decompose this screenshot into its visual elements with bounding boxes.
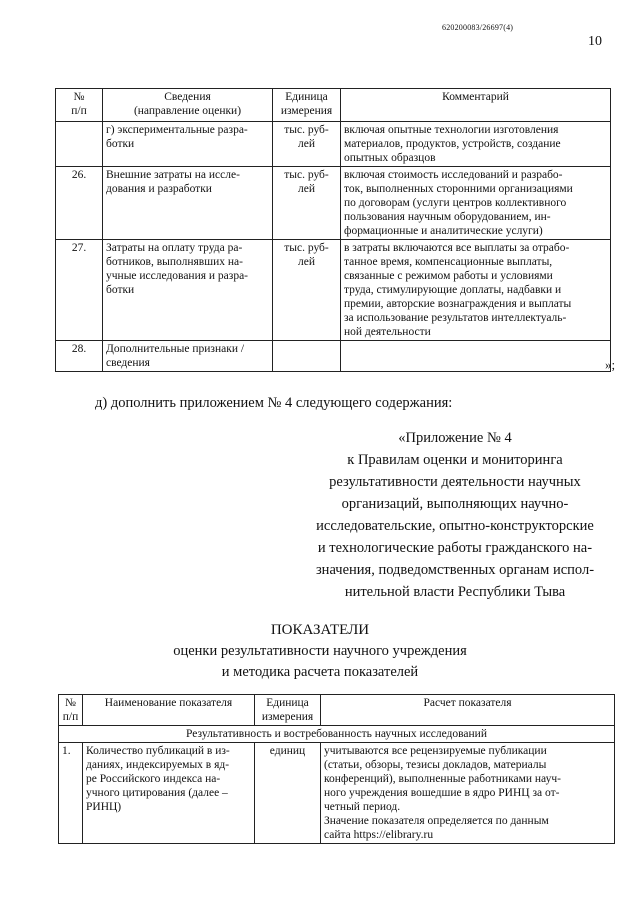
closing-quote: »;	[605, 357, 616, 372]
row-info: Затраты на оплату труда ра- ботников, выполнявших на- учные исследования и разра- ботки	[103, 240, 273, 341]
page-number: 10	[588, 34, 602, 49]
row-number: 26.	[56, 167, 103, 240]
item-d-paragraph: д) дополнить приложением № 4 следующего содержания:	[95, 395, 453, 411]
row-info: Дополнительные признаки / сведения	[103, 341, 273, 372]
info-table	[55, 88, 611, 372]
row-unit: тыс. руб- лей	[273, 122, 341, 167]
appendix-heading: «Приложение № 4 к Правилам оценки и мониторинга результативности деятельности научных организаций, выполняющих научно- исследовательские, опытно-конструкторские и технологические работы гражданского на- значения, подведомственных органам испол- нительной власти Республики Тыва	[315, 430, 595, 600]
col-header-info: Сведения (направление оценки)	[103, 89, 273, 122]
table-row	[59, 743, 615, 844]
row-comment: включая стоимость исследований и разрабо- ток, выполненных сторонними организациями по договорам (услуги центров коллективного пользования научным оборудованием, ин- формационные и аналитические услуги)	[341, 167, 611, 240]
row-indicator-name: Количество публикаций в из- даниях, индексируемых в яд- ре Российского индекса на- учного цитирования (далее – РИНЦ)	[83, 743, 255, 844]
col-header-unit: Единица измерения	[273, 89, 341, 122]
row-comment	[341, 341, 611, 372]
row-unit: тыс. руб- лей	[273, 240, 341, 341]
table-row	[56, 240, 611, 341]
table-row	[56, 341, 611, 372]
row-number: 28.	[56, 341, 103, 372]
row-calc: учитываются все рецензируемые публикации (статьи, обзоры, тезисы докладов, материалы конференций), выполненные работниками науч- ного учреждения вошедшие в ядро РИНЦ за от- четный период. Значение показателя определяется по данным сайта https://elibrary.ru	[321, 743, 615, 844]
col-header-unit: Единица измерения	[255, 695, 321, 726]
table-row	[56, 122, 611, 167]
section-row	[59, 726, 615, 743]
row-info: Внешние затраты на иссле- дования и разработки	[103, 167, 273, 240]
col-header-comment: Комментарий	[341, 89, 611, 122]
row-info: г) экспериментальные разра- ботки	[103, 122, 273, 167]
page-title: ПОКАЗАТЕЛИ	[270, 622, 370, 638]
row-comment: в затраты включаются все выплаты за отрабо- танное время, компенсационные выплаты, связанные с режимом работы и условиями труда, стимулирующие доплаты, надбавки и премии, авторские вознаграждения и выплаты за использование результатов интеллектуаль- ной деятельности	[341, 240, 611, 341]
row-unit	[273, 341, 341, 372]
table-header-row	[59, 695, 615, 726]
table-row	[56, 167, 611, 240]
row-comment: включая опытные технологии изготовления материалов, продуктов, устройств, создание опытных образцов	[341, 122, 611, 167]
row-number	[56, 122, 103, 167]
col-header-calc: Расчет показателя	[321, 695, 615, 726]
section-title: Результативность и востребованность научных исследований	[59, 726, 615, 743]
document-id: 620200083/26697(4)	[442, 23, 514, 32]
page-subtitle: оценки результативности научного учреждения и методика расчета показателей	[173, 643, 467, 680]
col-header-number: № п/п	[59, 695, 83, 726]
indicators-table	[58, 694, 615, 844]
col-header-name: Наименование показателя	[83, 695, 255, 726]
table-header-row	[56, 89, 611, 122]
row-unit: тыс. руб- лей	[273, 167, 341, 240]
row-unit: единиц	[255, 743, 321, 844]
col-header-number: № п/п	[56, 89, 103, 122]
row-number: 1.	[59, 743, 83, 844]
row-number: 27.	[56, 240, 103, 341]
